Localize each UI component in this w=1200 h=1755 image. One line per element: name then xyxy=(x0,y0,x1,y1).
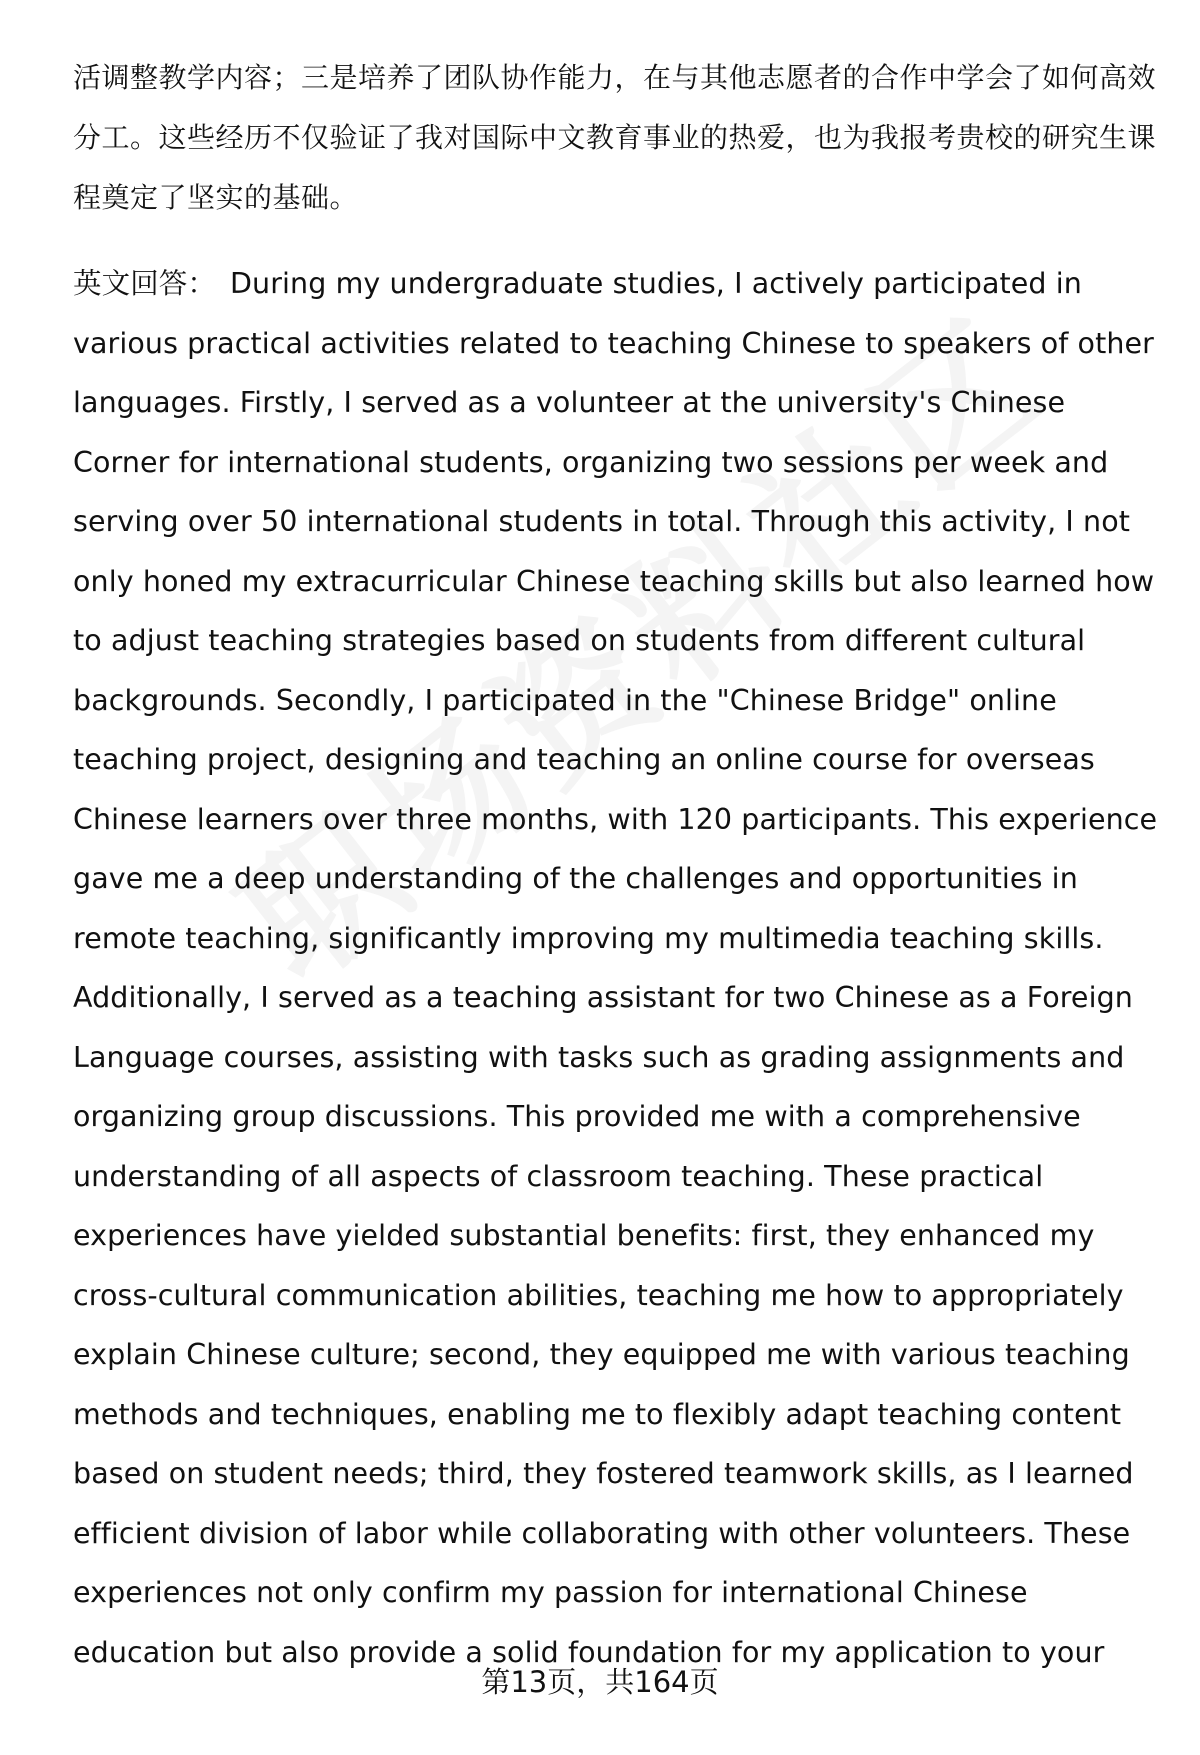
english-answer-paragraph xyxy=(73,254,1158,1682)
page-number-footer: 第13页，共164页 xyxy=(481,1665,719,1699)
english-answer-label: 英文回答： xyxy=(73,267,217,300)
chinese-paragraph: 活调整教学内容；三是培养了团队协作能力，在与其他志愿者的合作中学会了如何高效分工。这些经历不仅验证了我对国际中文教育事业的热爱，也为我报考贵校的研究生课程奠定了坚实的基础。 xyxy=(73,61,1157,214)
document-body xyxy=(73,48,1158,1682)
english-answer-text: During my undergraduate studies, I actively participated in various practical activities related to teaching Chinese to speakers of other languages. Firstly, I served as a volunteer at the university's Chinese Corner for international students, organizing two sessions per week and serving over 50 international students in total. Through this activity, I not only honed my extracurricular Chinese teaching skills but also learned how to adjust teaching strategies based on students from different cultural backgrounds. Secondly, I participated in the "Chinese Bridge" online teaching project, designing and teaching an online course for overseas Chinese learners over three months, with 120 participants. This experience gave me a deep understanding of the challenges and opportunities in remote teaching, significantly improving my multimedia teaching skills. Additionally, I served as a teaching assistant for two Chinese as a Foreign Language courses, assisting with tasks such as grading assignments and organizing group discussions. This provided me with a comprehensive understanding of all aspects of classroom teaching. These practical experiences have yielded substantial benefits: first, they enhanced my cross-cultural communication abilities, teaching me how to appropriately explain Chinese culture; second, they equipped me with various teaching methods and techniques, enabling me to flexibly adapt teaching content based on student needs; third, they fostered teamwork skills, as I learned efficient division of labor while collaborating with other volunteers. These experiences not only confirm my passion for international Chinese education but also provide a solid foundation for my application to your xyxy=(73,267,1158,1669)
